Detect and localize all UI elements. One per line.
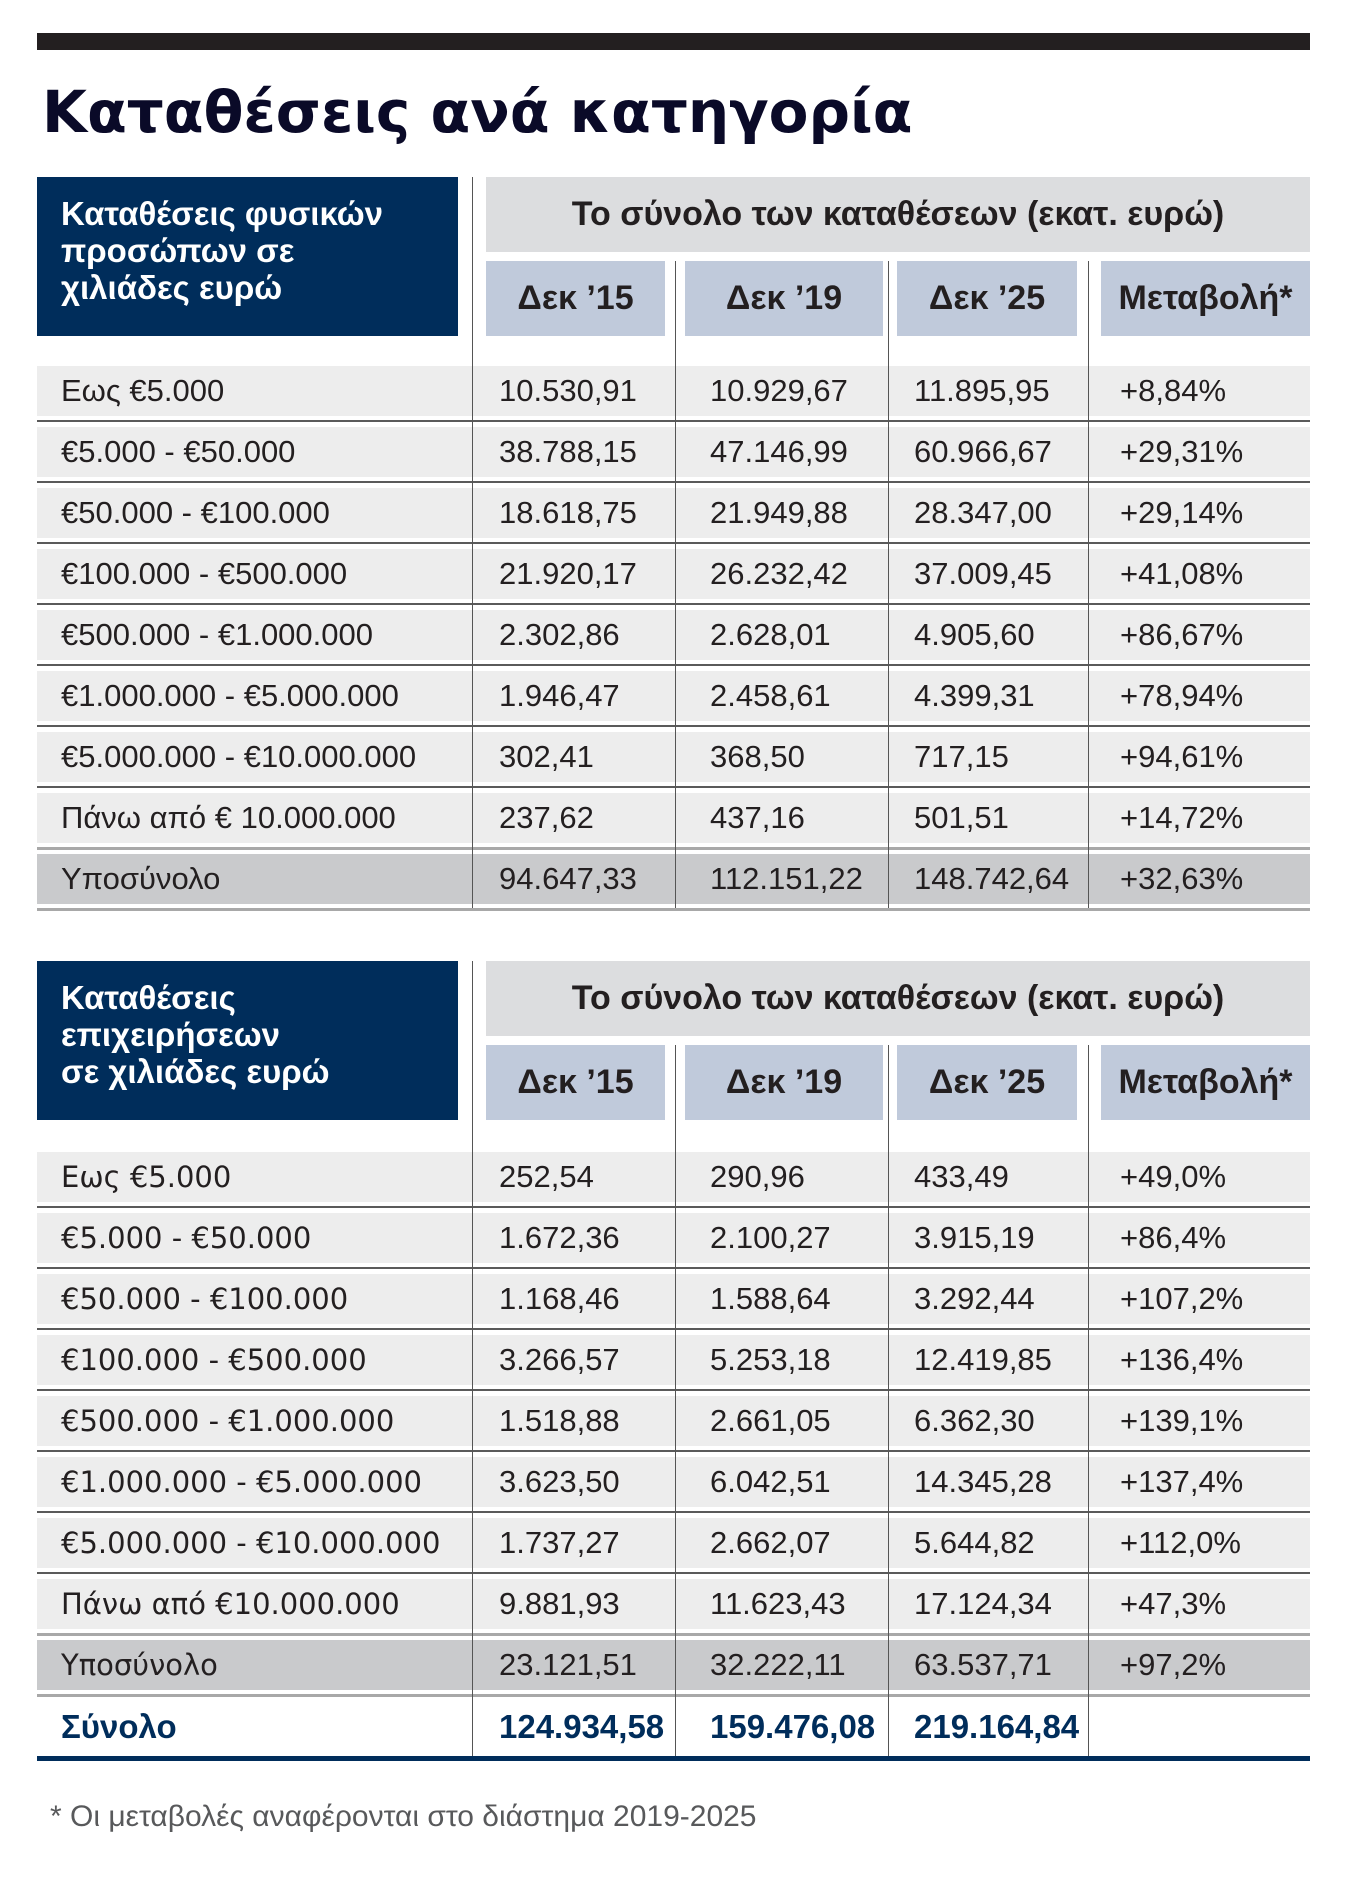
change-cell: +107,2% <box>1120 1281 1244 1316</box>
value-cell: 717,15 <box>914 739 1009 774</box>
total-row <box>37 1698 1310 1756</box>
row-label: €50.000 - €100.000 <box>61 1282 349 1316</box>
value-cell: 47.146,99 <box>710 434 848 469</box>
change-cell: +8,84% <box>1120 373 1227 408</box>
total-value: 159.476,08 <box>710 1708 876 1745</box>
value-cell: 3.623,50 <box>499 1464 620 1499</box>
row-divider <box>37 481 1310 483</box>
table-row <box>37 549 1310 599</box>
change-cell: +14,72% <box>1120 800 1244 835</box>
table-label-line: προσώπων σε <box>61 232 295 269</box>
column-header: Δεκ ’15 <box>486 1045 665 1120</box>
row-divider <box>37 420 1310 422</box>
value-cell: 9.881,93 <box>499 1586 620 1621</box>
table-row <box>37 1579 1310 1629</box>
table-row <box>37 1457 1310 1507</box>
change-cell: +78,94% <box>1120 678 1244 713</box>
value-cell: 94.647,33 <box>499 861 637 896</box>
value-cell: 2.100,27 <box>710 1220 831 1255</box>
row-label: Πάνω από €10.000.000 <box>61 1587 400 1621</box>
change-cell: +32,63% <box>1120 861 1244 896</box>
value-cell: 501,51 <box>914 800 1009 835</box>
table-label-line: σε χιλιάδες ευρώ <box>61 1053 330 1090</box>
value-cell: 6.042,51 <box>710 1464 831 1499</box>
value-cell: 63.537,71 <box>914 1647 1052 1682</box>
value-cell: 10.530,91 <box>499 373 637 408</box>
row-label: Εως €5.000 <box>61 1160 232 1194</box>
value-cell: 21.949,88 <box>710 495 848 530</box>
table-row <box>37 1396 1310 1446</box>
value-cell: 6.362,30 <box>914 1403 1035 1438</box>
value-cell: 17.124,34 <box>914 1586 1052 1621</box>
column-divider <box>888 1045 889 1756</box>
table-label-box <box>37 177 458 336</box>
table-row <box>37 671 1310 721</box>
row-divider <box>37 1206 1310 1208</box>
value-cell: 1.518,88 <box>499 1403 620 1438</box>
row-label: €5.000 - €50.000 <box>61 434 296 469</box>
row-label: €100.000 - €500.000 <box>61 1343 367 1377</box>
value-cell: 237,62 <box>499 800 594 835</box>
value-cell: 4.399,31 <box>914 678 1035 713</box>
value-cell: 11.895,95 <box>914 373 1050 408</box>
value-cell: 5.644,82 <box>914 1525 1035 1560</box>
value-cell: 1.672,36 <box>499 1220 620 1255</box>
row-divider <box>37 1267 1310 1269</box>
column-divider <box>1088 1045 1089 1756</box>
footnote: * Οι μεταβολές αναφέρονται στο διάστημα 2019-2025 <box>50 1800 757 1833</box>
row-divider <box>37 664 1310 666</box>
column-divider <box>1088 261 1089 908</box>
row-label: €100.000 - €500.000 <box>61 556 348 591</box>
value-cell: 1.588,64 <box>710 1281 831 1316</box>
value-cell: 23.121,51 <box>499 1647 637 1682</box>
row-divider <box>37 542 1310 544</box>
row-label: €500.000 - €1.000.000 <box>61 1404 395 1438</box>
table-label-line: επιχειρήσεων <box>61 1016 280 1053</box>
change-cell: +94,61% <box>1120 739 1244 774</box>
value-cell: 28.347,00 <box>914 495 1052 530</box>
value-cell: 11.623,43 <box>710 1586 846 1621</box>
value-cell: 290,96 <box>710 1159 805 1194</box>
column-header: Δεκ ’25 <box>897 261 1077 336</box>
column-divider <box>888 261 889 908</box>
value-cell: 2.661,05 <box>710 1403 831 1438</box>
table-label-line: Καταθέσεις <box>61 979 236 1016</box>
table-row <box>37 1335 1310 1385</box>
value-cell: 3.292,44 <box>914 1281 1035 1316</box>
change-cell: +136,4% <box>1120 1342 1244 1377</box>
value-cell: 148.742,64 <box>914 861 1070 896</box>
value-cell: 3.915,19 <box>914 1220 1035 1255</box>
row-label: €5.000.000 - €10.000.000 <box>61 739 417 774</box>
column-divider <box>472 961 473 1756</box>
value-cell: 1.737,27 <box>499 1525 620 1560</box>
row-divider <box>37 1633 1310 1636</box>
value-cell: 4.905,60 <box>914 617 1035 652</box>
value-cell: 60.966,67 <box>914 434 1052 469</box>
total-value: 124.934,58 <box>499 1708 665 1745</box>
value-cell: 3.266,57 <box>499 1342 620 1377</box>
row-label: Υποσύνολο <box>61 861 221 896</box>
value-cell: 112.151,22 <box>710 861 863 896</box>
page-title: Καταθέσεις ανά κατηγορία <box>42 78 913 146</box>
change-cell: +47,3% <box>1120 1586 1227 1621</box>
change-cell: +86,67% <box>1120 617 1244 652</box>
group-header: Το σύνολο των καταθέσεων (εκατ. ευρώ) <box>486 177 1310 252</box>
row-divider <box>37 1694 1310 1697</box>
value-cell: 32.222,11 <box>710 1647 846 1682</box>
value-cell: 252,54 <box>499 1159 594 1194</box>
table-row <box>37 793 1310 843</box>
row-label: Υποσύνολο <box>61 1648 218 1682</box>
change-cell: +112,0% <box>1120 1525 1241 1560</box>
column-header: Δεκ ’19 <box>685 261 883 336</box>
row-label: €5.000.000 - €10.000.000 <box>61 1526 441 1560</box>
column-header: Μεταβολή* <box>1101 261 1310 336</box>
row-label: Πάνω από € 10.000.000 <box>61 800 396 835</box>
table-row <box>37 366 1310 416</box>
row-divider <box>37 1389 1310 1391</box>
value-cell: 2.628,01 <box>710 617 831 652</box>
value-cell: 14.345,28 <box>914 1464 1052 1499</box>
value-cell: 38.788,15 <box>499 434 637 469</box>
table-row <box>37 1274 1310 1324</box>
row-label: €1.000.000 - €5.000.000 <box>61 1465 422 1499</box>
value-cell: 2.662,07 <box>710 1525 831 1560</box>
row-label: €5.000 - €50.000 <box>61 1221 312 1255</box>
value-cell: 368,50 <box>710 739 805 774</box>
value-cell: 18.618,75 <box>499 495 637 530</box>
change-cell: +137,4% <box>1120 1464 1244 1499</box>
value-cell: 5.253,18 <box>710 1342 831 1377</box>
row-divider <box>37 1450 1310 1452</box>
table-label-line: χιλιάδες ευρώ <box>61 269 283 306</box>
value-cell: 437,16 <box>710 800 805 835</box>
value-cell: 26.232,42 <box>710 556 848 591</box>
column-divider <box>675 261 676 908</box>
value-cell: 2.458,61 <box>710 678 831 713</box>
value-cell: 1.168,46 <box>499 1281 620 1316</box>
column-header: Δεκ ’25 <box>897 1045 1077 1120</box>
row-divider <box>37 1511 1310 1513</box>
value-cell: 21.920,17 <box>499 556 637 591</box>
table-row <box>37 732 1310 782</box>
subtotal-row <box>37 1640 1310 1690</box>
top-rule <box>37 33 1310 50</box>
table-row <box>37 427 1310 477</box>
change-cell: +29,31% <box>1120 434 1244 469</box>
row-divider <box>37 1328 1310 1330</box>
row-divider <box>37 786 1310 788</box>
column-header: Δεκ ’19 <box>685 1045 883 1120</box>
value-cell: 1.946,47 <box>499 678 620 713</box>
group-header: Το σύνολο των καταθέσεων (εκατ. ευρώ) <box>486 961 1310 1036</box>
table-label-line: Καταθέσεις φυσικών <box>61 195 384 232</box>
row-divider <box>37 847 1310 850</box>
table-row <box>37 1152 1310 1202</box>
table-row <box>37 610 1310 660</box>
row-divider <box>37 908 1310 911</box>
change-cell: +139,1% <box>1120 1403 1244 1438</box>
value-cell: 2.302,86 <box>499 617 620 652</box>
table-label-box <box>37 961 458 1120</box>
column-header: Δεκ ’15 <box>486 261 665 336</box>
row-divider <box>37 725 1310 727</box>
row-label: Εως €5.000 <box>61 373 225 408</box>
table-row <box>37 1518 1310 1568</box>
row-label: €500.000 - €1.000.000 <box>61 617 373 652</box>
table-row <box>37 1213 1310 1263</box>
value-cell: 302,41 <box>499 739 594 774</box>
column-divider <box>675 1045 676 1756</box>
row-divider <box>37 603 1310 605</box>
total-underline <box>37 1756 1310 1761</box>
row-label: €50.000 - €100.000 <box>61 495 330 530</box>
value-cell: 433,49 <box>914 1159 1009 1194</box>
value-cell: 37.009,45 <box>914 556 1052 591</box>
row-divider <box>37 1572 1310 1574</box>
value-cell: 12.419,85 <box>914 1342 1052 1377</box>
change-cell: +86,4% <box>1120 1220 1227 1255</box>
row-label: €1.000.000 - €5.000.000 <box>61 678 399 713</box>
change-cell: +41,08% <box>1120 556 1244 591</box>
change-cell: +49,0% <box>1120 1159 1227 1194</box>
column-divider <box>472 177 473 908</box>
change-cell: +97,2% <box>1120 1647 1227 1682</box>
total-value: 219.164,84 <box>914 1708 1080 1745</box>
change-cell: +29,14% <box>1120 495 1244 530</box>
total-label: Σύνολο <box>61 1708 177 1745</box>
subtotal-row <box>37 854 1310 904</box>
column-header: Μεταβολή* <box>1101 1045 1310 1120</box>
value-cell: 10.929,67 <box>710 373 848 408</box>
table-row <box>37 488 1310 538</box>
